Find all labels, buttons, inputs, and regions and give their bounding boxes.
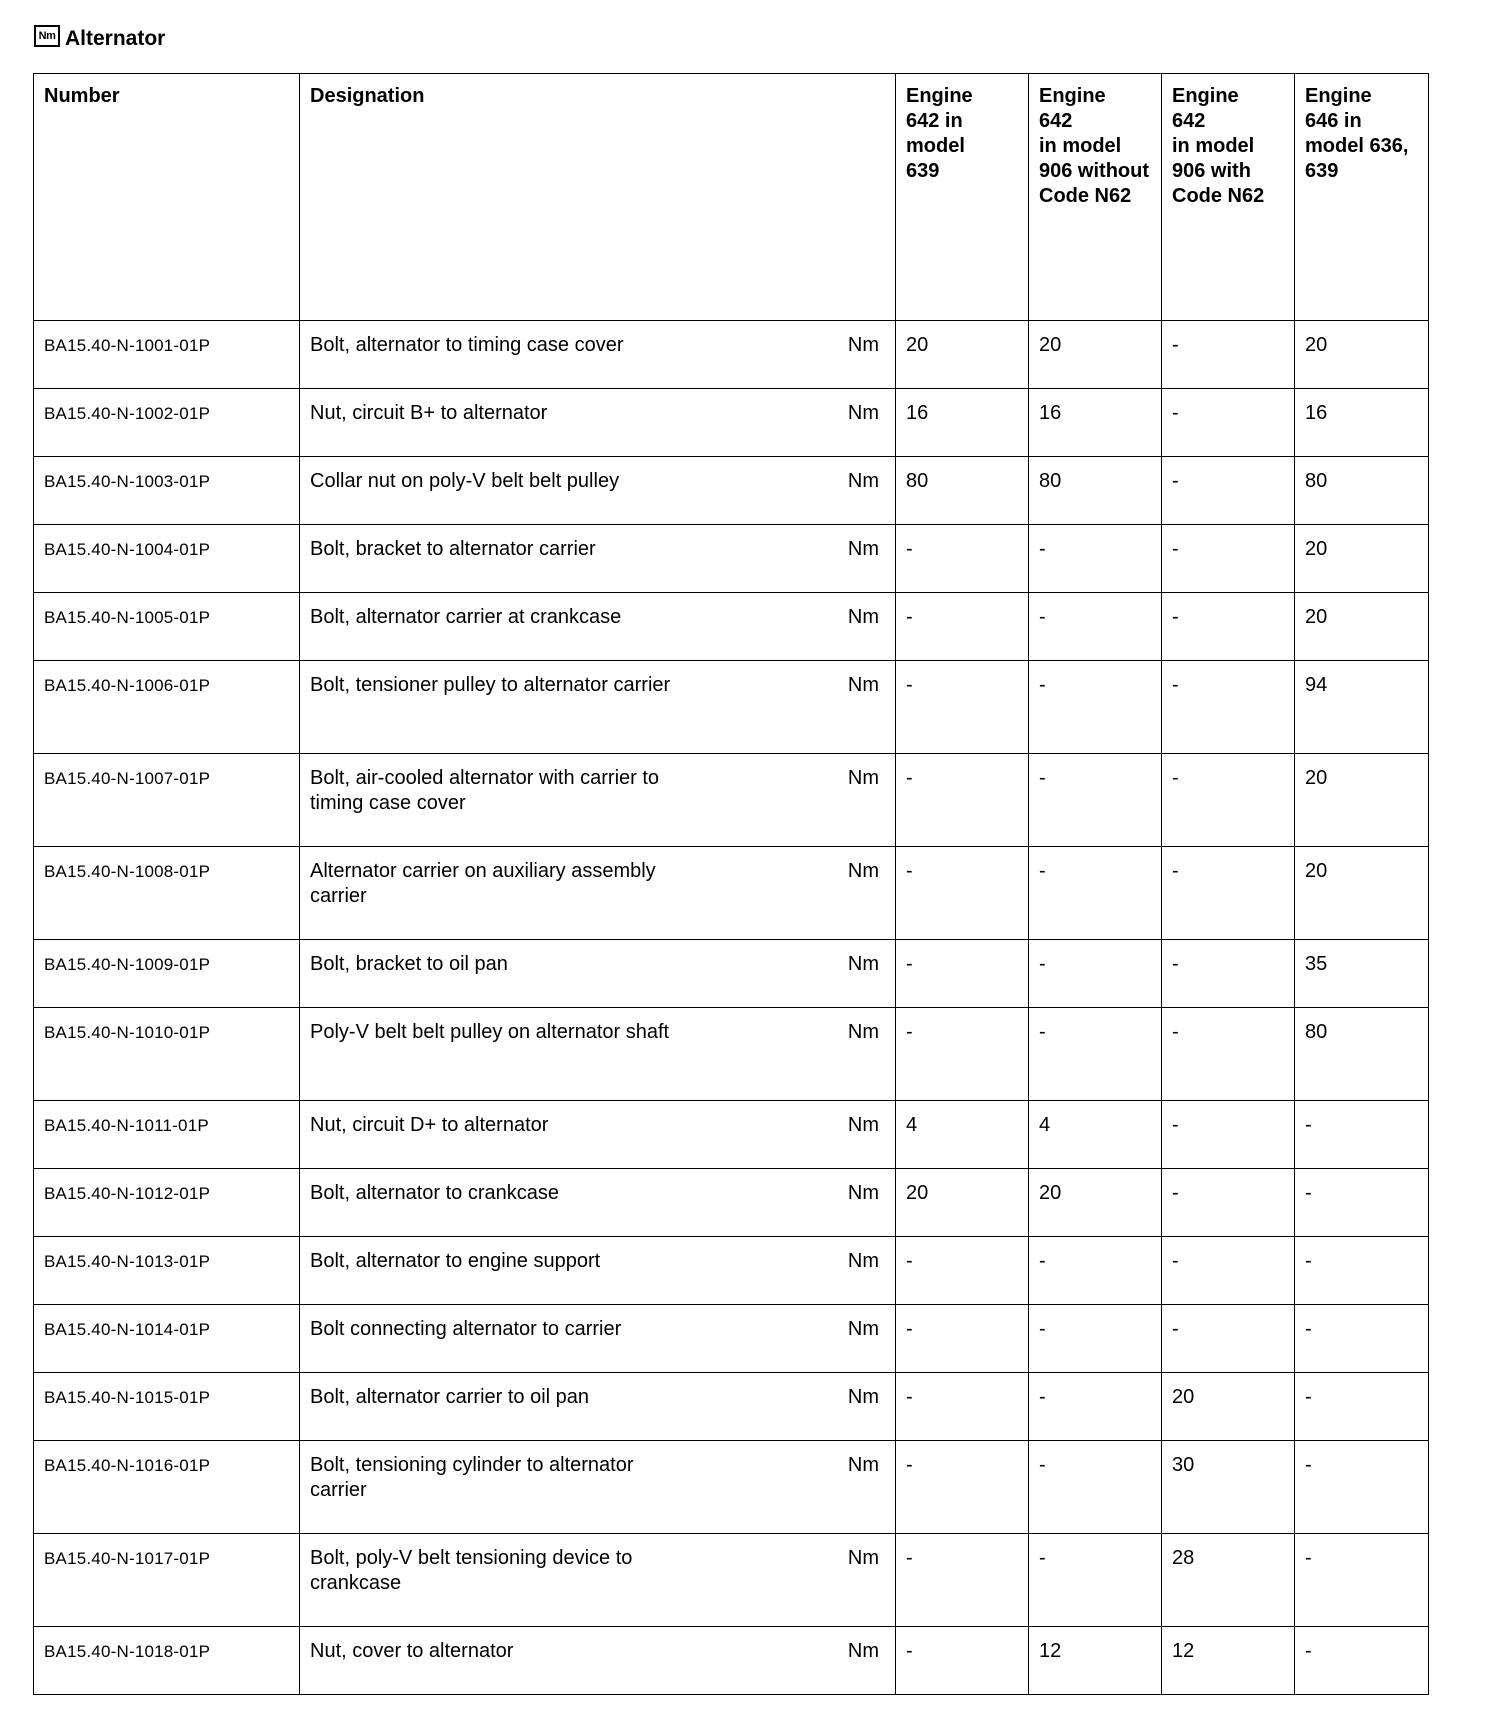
section-title: Alternator [65, 27, 166, 50]
cell-torque-value: - [1295, 1627, 1429, 1695]
designation-text: Bolt, alternator to engine support [310, 1250, 601, 1272]
cell-torque-value: - [896, 1305, 1029, 1373]
cell-torque-value: 28 [1162, 1534, 1295, 1627]
designation-text: Alternator carrier on auxiliary assembly carrier [310, 860, 656, 907]
unit-label: Nm [847, 1250, 879, 1272]
cell-number: BA15.40-N-1009-01P [34, 940, 300, 1008]
unit-label: Nm [847, 767, 879, 789]
cell-torque-value: - [1029, 525, 1162, 593]
cell-torque-value: - [1295, 1169, 1429, 1237]
cell-torque-value: - [1162, 940, 1295, 1008]
cell-designation [300, 1237, 896, 1305]
cell-torque-value: - [896, 1237, 1029, 1305]
cell-number: BA15.40-N-1006-01P [34, 661, 300, 754]
cell-designation [300, 457, 896, 525]
table-row [34, 1534, 1429, 1627]
col-header-designation: Designation [300, 74, 896, 321]
cell-torque-value: 16 [896, 389, 1029, 457]
cell-designation [300, 1441, 896, 1534]
cell-number: BA15.40-N-1011-01P [34, 1101, 300, 1169]
cell-torque-value: - [1162, 321, 1295, 389]
cell-torque-value: 94 [1295, 661, 1429, 754]
unit-label: Nm [847, 953, 879, 975]
unit-label: Nm [847, 1386, 879, 1408]
cell-number: BA15.40-N-1004-01P [34, 525, 300, 593]
cell-torque-value: 80 [896, 457, 1029, 525]
designation-text: Bolt, tensioner pulley to alternator carrier [310, 674, 671, 696]
cell-torque-value: 80 [1029, 457, 1162, 525]
cell-torque-value: - [1029, 1534, 1162, 1627]
cell-torque-value: - [1029, 1008, 1162, 1101]
cell-torque-value: - [1162, 1237, 1295, 1305]
cell-designation [300, 661, 896, 754]
table-row [34, 1373, 1429, 1441]
cell-torque-value: - [1029, 1237, 1162, 1305]
torque-spec-table [33, 73, 1429, 1695]
cell-torque-value: - [896, 1441, 1029, 1534]
cell-torque-value: - [896, 1534, 1029, 1627]
designation-text: Nut, circuit D+ to alternator [310, 1114, 549, 1136]
designation-text: Bolt, tensioning cylinder to alternator carrier [310, 1454, 634, 1501]
cell-torque-value: - [1029, 847, 1162, 940]
cell-number: BA15.40-N-1002-01P [34, 389, 300, 457]
cell-torque-value: 20 [896, 1169, 1029, 1237]
designation-text: Nut, circuit B+ to alternator [310, 402, 548, 424]
cell-torque-value: - [1029, 754, 1162, 847]
cell-torque-value: 20 [896, 321, 1029, 389]
cell-torque-value: - [896, 661, 1029, 754]
unit-label: Nm [847, 1454, 879, 1476]
cell-torque-value: 16 [1029, 389, 1162, 457]
cell-designation [300, 1101, 896, 1169]
cell-torque-value: - [1162, 389, 1295, 457]
cell-number: BA15.40-N-1015-01P [34, 1373, 300, 1441]
cell-designation [300, 1169, 896, 1237]
cell-designation [300, 525, 896, 593]
cell-torque-value: - [1162, 525, 1295, 593]
unit-label: Nm [847, 334, 879, 356]
cell-torque-value: 20 [1295, 525, 1429, 593]
unit-label: Nm [847, 1114, 879, 1136]
cell-number: BA15.40-N-1014-01P [34, 1305, 300, 1373]
cell-designation [300, 1373, 896, 1441]
cell-torque-value: - [1295, 1237, 1429, 1305]
unit-label: Nm [847, 1182, 879, 1204]
cell-torque-value: - [1029, 940, 1162, 1008]
cell-number: BA15.40-N-1001-01P [34, 321, 300, 389]
table-row [34, 1008, 1429, 1101]
cell-torque-value: - [896, 754, 1029, 847]
cell-torque-value: 20 [1162, 1373, 1295, 1441]
table-row [34, 1237, 1429, 1305]
table-row [34, 661, 1429, 754]
cell-number: BA15.40-N-1013-01P [34, 1237, 300, 1305]
cell-torque-value: - [896, 847, 1029, 940]
cell-designation [300, 754, 896, 847]
unit-label: Nm [847, 1547, 879, 1569]
unit-label: Nm [847, 470, 879, 492]
unit-label: Nm [847, 1640, 879, 1662]
cell-number: BA15.40-N-1008-01P [34, 847, 300, 940]
table-row [34, 1441, 1429, 1534]
cell-designation [300, 593, 896, 661]
cell-torque-value: 20 [1029, 1169, 1162, 1237]
cell-torque-value: 20 [1029, 321, 1162, 389]
unit-label: Nm [847, 674, 879, 696]
cell-designation [300, 1627, 896, 1695]
cell-torque-value: - [1162, 593, 1295, 661]
cell-torque-value: - [1162, 1008, 1295, 1101]
unit-label: Nm [847, 606, 879, 628]
table-row [34, 1305, 1429, 1373]
cell-torque-value: - [1029, 1441, 1162, 1534]
cell-torque-value: 4 [1029, 1101, 1162, 1169]
section-header [34, 24, 165, 48]
cell-torque-value: 30 [1162, 1441, 1295, 1534]
designation-text: Bolt, bracket to oil pan [310, 953, 508, 975]
col-header-engine-642-model-906-with-n62: Engine 642 in model 906 with Code N62 [1162, 74, 1295, 321]
col-header-engine-642-model-639: Engine 642 in model 639 [896, 74, 1029, 321]
cell-torque-value: - [1029, 593, 1162, 661]
table-row [34, 525, 1429, 593]
cell-number: BA15.40-N-1003-01P [34, 457, 300, 525]
cell-torque-value: - [1162, 754, 1295, 847]
cell-number: BA15.40-N-1018-01P [34, 1627, 300, 1695]
cell-torque-value: - [896, 940, 1029, 1008]
table-row [34, 389, 1429, 457]
cell-torque-value: - [896, 593, 1029, 661]
designation-text: Bolt, alternator carrier to oil pan [310, 1386, 590, 1408]
table-row [34, 593, 1429, 661]
cell-number: BA15.40-N-1016-01P [34, 1441, 300, 1534]
designation-text: Bolt, alternator carrier at crankcase [310, 606, 622, 628]
designation-text: Bolt, alternator to timing case cover [310, 334, 624, 356]
cell-torque-value: - [1295, 1534, 1429, 1627]
cell-torque-value: 35 [1295, 940, 1429, 1008]
cell-torque-value: 12 [1029, 1627, 1162, 1695]
cell-torque-value: - [1295, 1441, 1429, 1534]
col-header-number: Number [34, 74, 300, 321]
table-row [34, 321, 1429, 389]
designation-text: Poly-V belt belt pulley on alternator shaft [310, 1021, 670, 1043]
table-row [34, 1627, 1429, 1695]
cell-number: BA15.40-N-1010-01P [34, 1008, 300, 1101]
cell-torque-value: 20 [1295, 754, 1429, 847]
cell-torque-value: - [1162, 1305, 1295, 1373]
cell-torque-value: - [1295, 1373, 1429, 1441]
cell-torque-value: - [1295, 1101, 1429, 1169]
cell-designation [300, 1008, 896, 1101]
cell-designation [300, 847, 896, 940]
designation-text: Nut, cover to alternator [310, 1640, 514, 1662]
table-row [34, 754, 1429, 847]
cell-designation [300, 1305, 896, 1373]
cell-torque-value: - [896, 525, 1029, 593]
cell-designation [300, 940, 896, 1008]
cell-torque-value: 20 [1295, 321, 1429, 389]
designation-text: Bolt, alternator to crankcase [310, 1182, 560, 1204]
cell-torque-value: - [1162, 847, 1295, 940]
designation-text: Collar nut on poly-V belt belt pulley [310, 470, 620, 492]
col-header-engine-642-model-906-without-n62: Engine 642 in model 906 without Code N62 [1029, 74, 1162, 321]
cell-torque-value: - [1162, 661, 1295, 754]
cell-torque-value: 20 [1295, 593, 1429, 661]
unit-label: Nm [847, 538, 879, 560]
cell-torque-value: - [1029, 1305, 1162, 1373]
cell-torque-value: 4 [896, 1101, 1029, 1169]
unit-label: Nm [847, 402, 879, 424]
cell-designation [300, 1534, 896, 1627]
unit-label: Nm [847, 1318, 879, 1340]
cell-number: BA15.40-N-1017-01P [34, 1534, 300, 1627]
cell-designation [300, 321, 896, 389]
cell-number: BA15.40-N-1007-01P [34, 754, 300, 847]
cell-torque-value: - [896, 1627, 1029, 1695]
cell-torque-value: 20 [1295, 847, 1429, 940]
cell-designation [300, 389, 896, 457]
table-header-row [34, 74, 1429, 321]
cell-torque-value: 80 [1295, 457, 1429, 525]
cell-torque-value: - [1162, 457, 1295, 525]
designation-text: Bolt, bracket to alternator carrier [310, 538, 596, 560]
designation-text: Bolt, air-cooled alternator with carrier to timing case cover [310, 767, 660, 814]
cell-torque-value: - [1295, 1305, 1429, 1373]
table-row [34, 1169, 1429, 1237]
cell-torque-value: 12 [1162, 1627, 1295, 1695]
cell-torque-value: - [1029, 661, 1162, 754]
unit-label: Nm [847, 1021, 879, 1043]
cell-torque-value: - [1162, 1101, 1295, 1169]
cell-number: BA15.40-N-1005-01P [34, 593, 300, 661]
table-row [34, 940, 1429, 1008]
cell-torque-value: - [896, 1008, 1029, 1101]
cell-torque-value: 80 [1295, 1008, 1429, 1101]
designation-text: Bolt connecting alternator to carrier [310, 1318, 622, 1340]
cell-torque-value: 16 [1295, 389, 1429, 457]
unit-label: Nm [847, 860, 879, 882]
cell-torque-value: - [1029, 1373, 1162, 1441]
torque-nm-icon: Nm [34, 25, 60, 47]
designation-text: Bolt, poly-V belt tensioning device to crankcase [310, 1547, 633, 1594]
cell-torque-value: - [1162, 1169, 1295, 1237]
table-row [34, 457, 1429, 525]
col-header-engine-646-model-636-639: Engine 646 in model 636, 639 [1295, 74, 1429, 321]
table-row [34, 1101, 1429, 1169]
cell-torque-value: - [896, 1373, 1029, 1441]
cell-number: BA15.40-N-1012-01P [34, 1169, 300, 1237]
table-row [34, 847, 1429, 940]
